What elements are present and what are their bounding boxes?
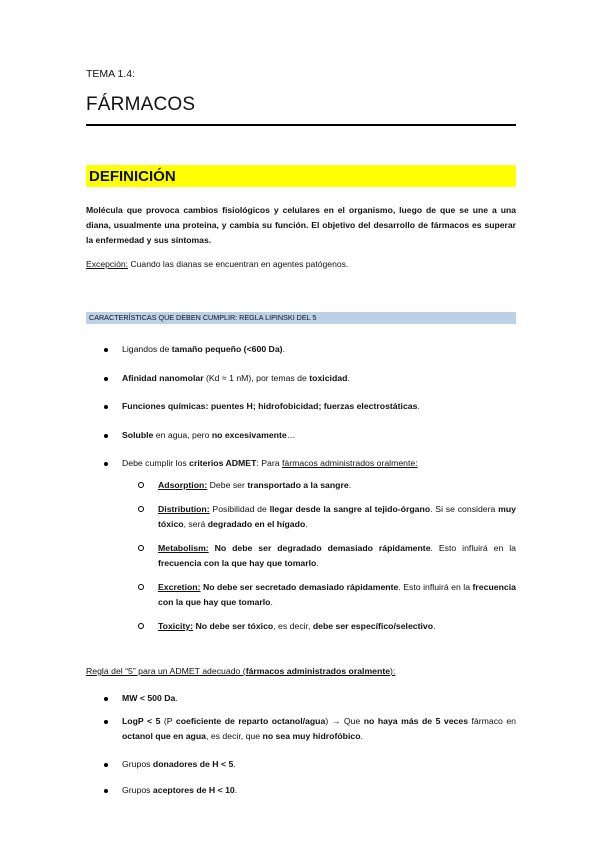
bullet-dot (104, 720, 108, 724)
regla-item: Grupos donadores de H < 5. (122, 759, 236, 769)
tema-label: TEMA 1.4: (86, 68, 136, 80)
sub-bullet-ring (138, 506, 144, 512)
title-rule (86, 124, 516, 126)
list-item: Debe cumplir los criterios ADMET: Para fármacos administrados oralmente: (122, 458, 418, 468)
page-title: FÁRMACOS (86, 94, 196, 115)
admet-item: Adsorption: Debe ser transportado a la sangre. (158, 480, 352, 490)
list-item: Funciones químicas: puentes H; hidrofobicidad; fuerzas electrostáticas. (122, 401, 420, 411)
caracteristicas-heading: CARACTERÍSTICAS QUE DEBEN CUMPLIR: REGLA LIPINSKI DEL 5 (89, 313, 317, 322)
sub-bullet-ring (138, 545, 144, 551)
list-item: Soluble en agua, pero no excesivamente… (122, 430, 296, 440)
admet-item: Distribution: Posibilidad de llegar desde la sangre al tejido-órgano. Si se considera muy tóxico, será degradado en el hígado. (158, 504, 516, 529)
bullet-dot (104, 462, 108, 466)
regla-intro: Regla del “5” para un ADMET adecuado (fármacos administrados oralmente): (86, 666, 396, 676)
bullet-dot (104, 434, 108, 438)
bullet-dot (104, 405, 108, 409)
excepcion-text: Cuando las dianas se encuentran en agentes patógenos. (130, 259, 349, 269)
regla-item: Grupos aceptores de H < 10. (122, 785, 238, 795)
sub-bullet-ring (138, 482, 144, 488)
definicion-heading-bar (86, 165, 516, 187)
bullet-dot (104, 377, 108, 381)
admet-item: Toxicity: No debe ser tóxico, es decir, debe ser específico/selectivo. (158, 621, 436, 631)
definicion-text: Molécula que provoca cambios fisiológicos y celulares en el organismo, luego de que se une a una diana, usualmente una proteína, y cambia su función. El objetivo del desarrollo de fármacos es superar la enfermedad y sus síntomas. (86, 205, 516, 245)
list-item: Afinidad nanomolar (Kd ≈ 1 nM), por temas de toxicidad. (122, 373, 350, 383)
excepcion-line (86, 259, 348, 269)
sub-bullet-ring (138, 623, 144, 629)
list-item: Ligandos de tamaño pequeño (<600 Da). (122, 344, 285, 354)
definicion-heading: DEFINICIÓN (89, 168, 176, 185)
admet-item: Metabolism: No debe ser degradado demasiado rápidamente. Esto influirá en la frecuencia con la que hay que tomarlo. (158, 543, 516, 568)
admet-item: Excretion: No debe ser secretado demasiado rápidamente. Esto influirá en la frecuencia con la que hay que tomarlo. (158, 582, 516, 607)
caracteristicas-heading-bar (86, 312, 516, 324)
sub-bullet-ring (138, 584, 144, 590)
bullet-dot (104, 763, 108, 767)
regla-item: MW < 500 Da. (122, 693, 178, 703)
bullet-dot (104, 697, 108, 701)
bullet-dot (104, 789, 108, 793)
regla-item: LogP < 5 (P coeficiente de reparto octanol/agua) → Que no haya más de 5 veces fármaco en octanol que en agua, es decir, que no sea muy hidrofóbico. (122, 716, 517, 741)
bullet-dot (104, 348, 108, 352)
excepcion-label: Excepción: (86, 259, 129, 269)
